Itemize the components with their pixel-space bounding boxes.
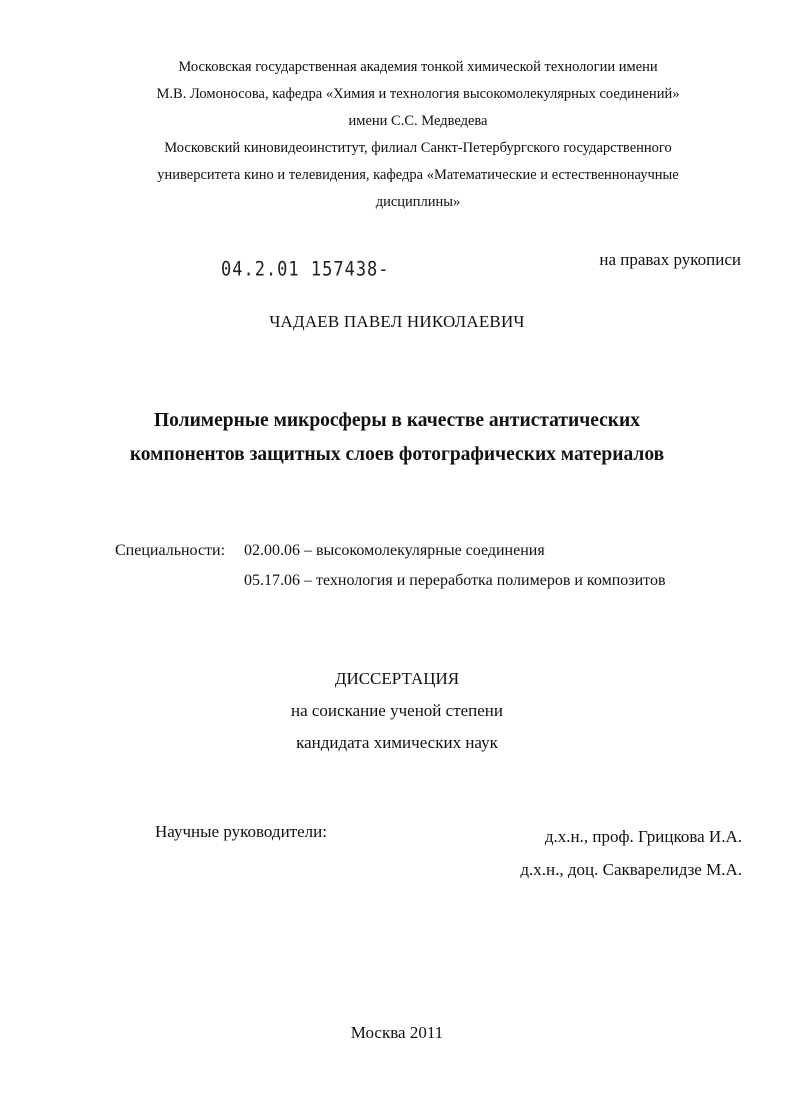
city-year: Москва 2011 [350, 1023, 444, 1042]
header-line: Московская государственная академия тонкой химической технологии имени [178, 59, 658, 75]
supervisor-1: д.х.н., проф. Грицкова И.А. [544, 827, 742, 846]
header-line: Московский киновидеоинститут, филиал Санкт-Петербургского государственного [164, 140, 672, 156]
specialty-item-2: 05.17.06 – технология и переработка полимеров и композитов [244, 572, 666, 589]
specialty-item-1: 02.00.06 – высокомолекулярные соединения [244, 542, 545, 559]
header-line: М.В. Ломоносова, кафедра «Химия и технология высокомолекулярных соединений» [156, 86, 680, 102]
manuscript-note: на правах рукописи [599, 250, 741, 269]
supervisors-label: Научные руководители: [155, 822, 327, 841]
degree-line: на соискание ученой степени [290, 701, 504, 720]
header-line: дисциплины» [375, 194, 461, 210]
title-line-2: компонентов защитных слоев фотографических материалов [129, 444, 665, 465]
dissertation-block [0, 663, 794, 759]
supervisor-2: д.х.н., доц. Сакварелидзе М.А. [520, 860, 742, 879]
dissertation-title [60, 404, 734, 472]
header-line: университета кино и телевидения, кафедра «Математические и естественнонаучные [157, 167, 679, 183]
institution-header [80, 54, 756, 216]
dissertation-heading: ДИССЕРТАЦИЯ [334, 669, 460, 688]
degree-field-line: кандидата химических наук [296, 733, 498, 752]
title-line-1: Полимерные микросферы в качестве антистатических [153, 410, 641, 431]
header-line: имени С.С. Медведева [348, 113, 488, 129]
supervisors-list [520, 820, 742, 886]
specialties-label: Специальности: [115, 542, 226, 559]
registration-stamp: 04.2.01 157438- [221, 258, 390, 281]
author-name: ЧАДАЕВ ПАВЕЛ НИКОЛАЕВИЧ [269, 312, 525, 331]
